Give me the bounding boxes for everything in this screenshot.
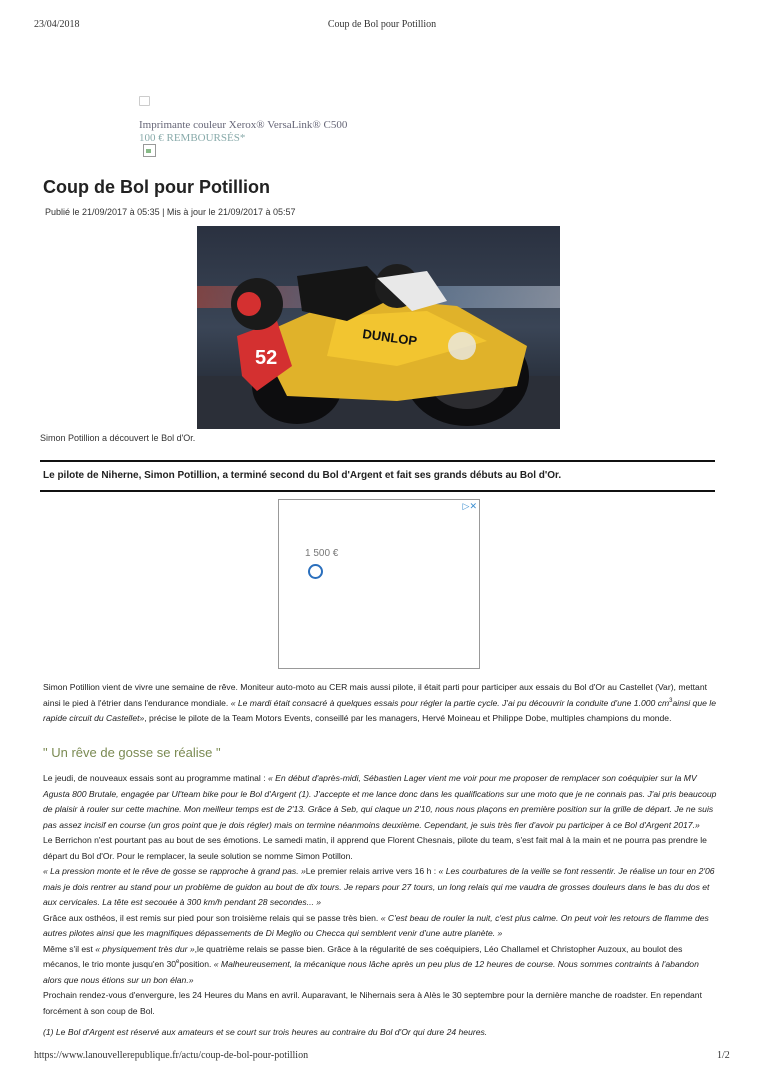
svg-text:52: 52 — [255, 347, 278, 369]
article-photo — [197, 226, 560, 429]
article-lead: Le pilote de Niherne, Simon Potillion, a terminé second du Bol d'Argent et fait ses grands débuts au Bol d'Or. — [43, 470, 562, 481]
paragraph-6: Même s'il est « physiquement très dur »,le quatrième relais se passe bien. Grâce à la régularité de ses coéquipiers, Léo Challamel et Christopher Auzoux, au boulot des mécanos, le trio monte jusqu'en 30eposition. « Malheureusement, la mécanique nous lâche après un peu plus de 12 heures de course. Nous sommes contraints à l'abandon alors que nous étions sur un bon élan.» — [43, 943, 699, 985]
paragraph-4: « La pression monte et le rêve de gosse se rapproche à grand pas. »Le premier relais arrive vers 16 h : « Les courbatures de la veille se font ressentir. Je réalise un tour en 2'06 mais je dois rentrer au stand pour un problème de guidon au bout de dix tours. Je repars pour 27 tours, un long relais qui me vaudra de grosses douleurs dans le bas du dos et aux cervicales. La tête est secouée à 300 km/h pendant 28 secondes... » — [43, 866, 715, 907]
paragraph-1: Simon Potillion vient de vivre une semaine de rêve. Moniteur auto-moto au CER mais aussi pilote, il était parti pour participer aux essais du Bol d'Or au Castellet (Var), mettant ainsi le pied à l'étrier dans l'endurance mondiale. « Le mardi était consacré à quelques essais pour régler la partie cycle. J'ai pu découvrir la conduite d'une 1.000 $cm^3ainsi$ que le rapide circuit du Castellet», précise le pilote de la Team Motors Events, conseillé par les managers, Hervé Moineau et Philippe Dobe, multiples champions du monde. — [43, 682, 716, 723]
photo-caption: Simon Potillion a découvert le Bol d'Or. — [40, 433, 196, 443]
inline-ad[interactable] — [278, 499, 480, 669]
ad-choices-icon[interactable]: ▷✕ — [462, 501, 477, 511]
paragraph-3: Le Berrichon n'est pourtant pas au bout de ses émotions. Le samedi matin, il apprend que Florent Chesnais, pilote du team, s'est fait mal à la main et ne pourra pas prendre le départ du Bol d'Or. Pour le remplacer, la seule solution se nomme Simon Potillon. — [43, 835, 707, 861]
paragraph-5: Grâce aux osthéos, il est remis sur pied pour son troisième relais qui se passe très bien. « C'est beau de rouler la nuit, c'est plus calme. On peut voir les retours de flamme des autres pilotes ainsi que les magnifiques dépassements de Di Meglio ou Checca qui semblent venir d'une autre planète. » — [43, 912, 709, 938]
print-date: 23/04/2018 — [34, 19, 80, 30]
print-url[interactable]: https://www.lanouvellerepublique.fr/actu/coup-de-bol-pour-potillion — [34, 1050, 309, 1061]
broken-image-icon[interactable] — [143, 144, 156, 157]
article-title: Coup de Bol pour Potillion — [43, 177, 270, 197]
print-title: Coup de Bol pour Potillion — [327, 19, 437, 30]
ad-product-text[interactable]: Imprimante couleur Xerox® VersaLink® C500 — [139, 119, 348, 131]
paragraph-7: Prochain rendez-vous d'envergure, les 24 Heures du Mans en avril. Auparavant, le Nihernais sera à Alès le 30 septembre pour la dernière manche de roadster. En rependant forcément à son coup de Bol. — [43, 990, 702, 1016]
top-ad[interactable] — [139, 96, 479, 157]
ad-offer-text[interactable]: 100 € REMBOURSÉS* — [139, 132, 246, 144]
subheading: " Un rêve de gosse se réalise " — [43, 745, 221, 760]
paragraph-2: Le jeudi, de nouveaux essais sont au programme matinal : « En début d'après-midi, Sébastien Lager vient me voir pour me proposer de remplacer son coéquipier sur la MV Agusta 800 Brutale, engagée par Ul'team bike pour le Bol d'Argent (1). J'accepte et me lance donc dans les qualifications sur une moto que je ne connais pas. J'ai pris beaucoup de plaisir à rouler sur cette machine. Mon meilleur temps est de 2'13. Grâce à Seb, qui claque un 2'10, nous nous plaçons en première position sur la grille de départ. Je ne suis pas assez incisif en course (un gros point que je dois régler) mais on termine néanmoins deuxième. Cependant, je suis très fier d'avoir pu participer à ce Bol d'Argent 2017.» — [43, 773, 717, 830]
footnote: (1) Le Bol d'Argent est réservé aux amateurs et se court sur trois heures au contraire du Bol d'Or qui dure 24 heures. — [43, 1027, 488, 1037]
svg-text:DUNLOP: DUNLOP — [361, 326, 419, 349]
loading-ring-icon — [308, 564, 323, 579]
article-body — [43, 771, 718, 1041]
lead-rule-bottom — [40, 490, 715, 492]
ad-price[interactable]: 1 500 € — [305, 548, 339, 559]
print-page-number: 1/2 — [717, 1050, 730, 1061]
ad-choices-icon[interactable] — [139, 96, 150, 106]
article-meta: Publié le 21/09/2017 à 05:35 | Mis à jour le 21/09/2017 à 05:57 — [45, 207, 296, 217]
lead-rule-top — [40, 460, 715, 462]
